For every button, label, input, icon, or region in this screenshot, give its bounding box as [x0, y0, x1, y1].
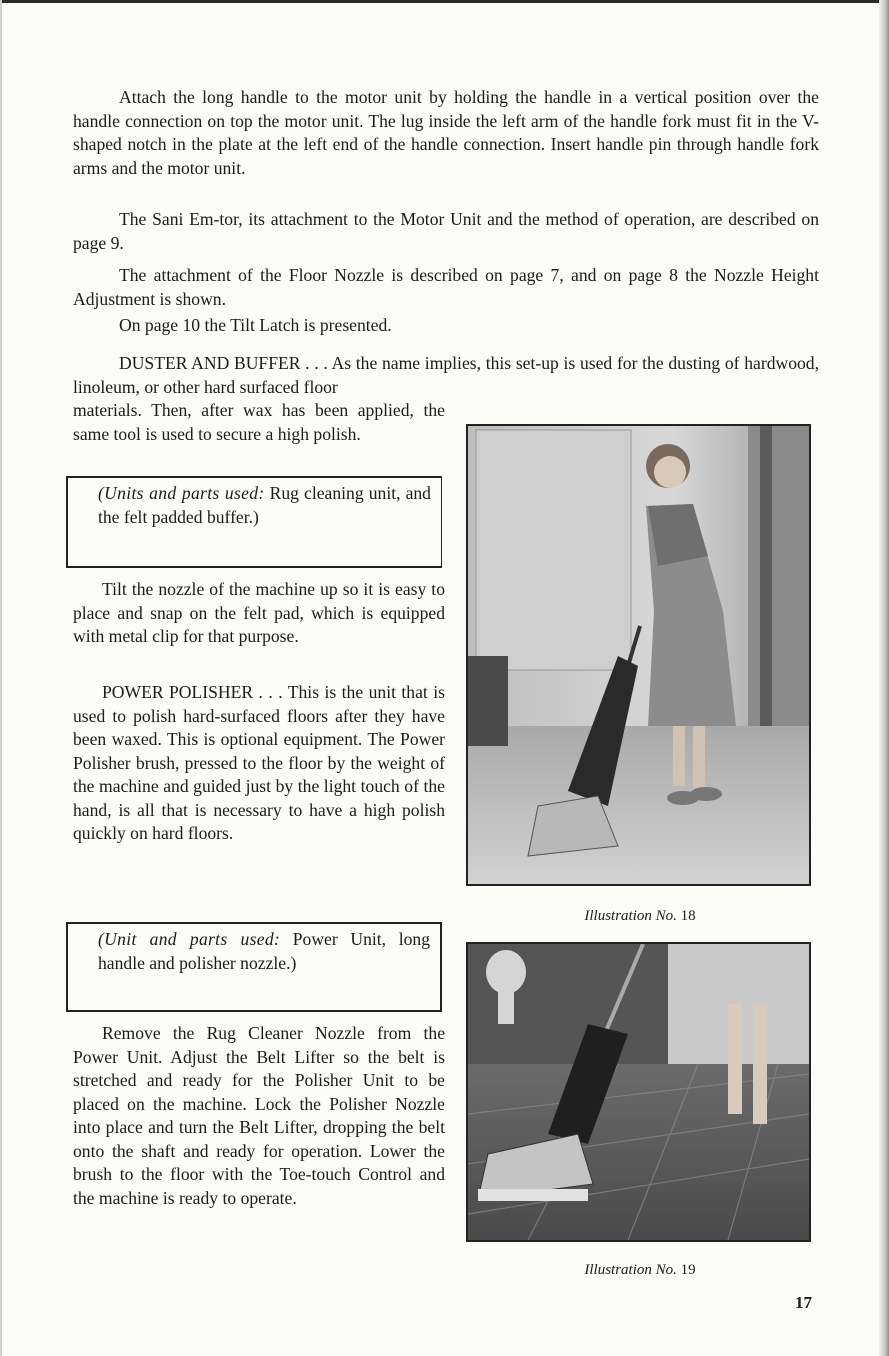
- caption-18-number: 18: [680, 908, 696, 924]
- box-label-duster: (Units and parts used:: [98, 483, 265, 503]
- paragraph-duster-buffer: DUSTER AND BUFFER . . . As the name implies, this set-up is used for the dusting of hardwood, linoleum, or other hard surfaced floor: [73, 353, 819, 397]
- paragraph-remove-nozzle: Remove the Rug Cleaner Nozzle from the Power Unit. Adjust the Belt Lifter so the belt is stretched and ready for the Polisher Unit to be placed on the machine. Lock the Polisher Nozzle into place and turn the Belt Lifter, dropping the belt onto the shaft and ready for operation. Lower the brush to the floor with the Toe-touch Control and the machine is ready to operate.: [73, 1023, 445, 1208]
- caption-19-label: Illustration No.: [584, 1262, 677, 1278]
- woman-vacuuming-photo: [468, 426, 809, 884]
- caption-18-label: Illustration No.: [584, 908, 677, 924]
- units-used-box-polisher: [66, 922, 442, 1012]
- illustration-18-photo: [466, 424, 811, 886]
- box-text-duster: Rug cleaning unit, and the felt padded buffer.): [98, 483, 431, 527]
- caption-19-number: 19: [680, 1262, 696, 1278]
- units-used-box-duster: [66, 476, 442, 568]
- top-border: [0, 0, 889, 3]
- paragraph-attach-handle: Attach the long handle to the motor unit by holding the handle in a vertical position over the handle connection on top the motor unit. The lug inside the left arm of the handle fork must fit in the V-shaped notch in the plate at the left end of the handle connection. Insert handle pin through handle fork arms and the motor unit.: [73, 87, 819, 178]
- paragraph-sani-emtor: The Sani Em-tor, its attachment to the Motor Unit and the method of operation, are described on page 9.: [73, 209, 819, 253]
- illustration-18-caption: [560, 908, 720, 925]
- paragraph-floor-nozzle: The attachment of the Floor Nozzle is described on page 7, and on page 8 the Nozzle Height Adjustment is shown.: [73, 265, 819, 309]
- paragraph-power-polisher: POWER POLISHER . . . This is the unit that is used to polish hard-surfaced floors after they have been waxed. This is optional equipment. The Power Polisher brush, pressed to the floor by the weight of the machine and guided just by the light touch of the hand, is all that is necessary to have a high polish quickly on hard floors.: [73, 682, 445, 843]
- illustration-19-caption: [560, 1262, 720, 1279]
- box-text-polisher: Power Unit, long handle and polisher nozzle.): [98, 929, 430, 973]
- paragraph-duster-buffer-continued: materials. Then, after wax has been applied, the same tool is used to secure a high polish.: [73, 400, 445, 444]
- illustration-19-photo: [466, 942, 811, 1242]
- left-page-edge: [0, 0, 2, 1356]
- box-label-polisher: (Unit and parts used:: [98, 929, 281, 949]
- paragraph-tilt-nozzle: Tilt the nozzle of the machine up so it is easy to place and snap on the felt pad, which is equipped with metal clip for that purpose.: [73, 579, 445, 646]
- right-page-edge: [879, 0, 889, 1356]
- polisher-on-tile-floor-photo: [468, 944, 809, 1240]
- paragraph-tilt-latch: On page 10 the Tilt Latch is presented.: [119, 315, 392, 335]
- page-number: 17: [795, 1293, 812, 1312]
